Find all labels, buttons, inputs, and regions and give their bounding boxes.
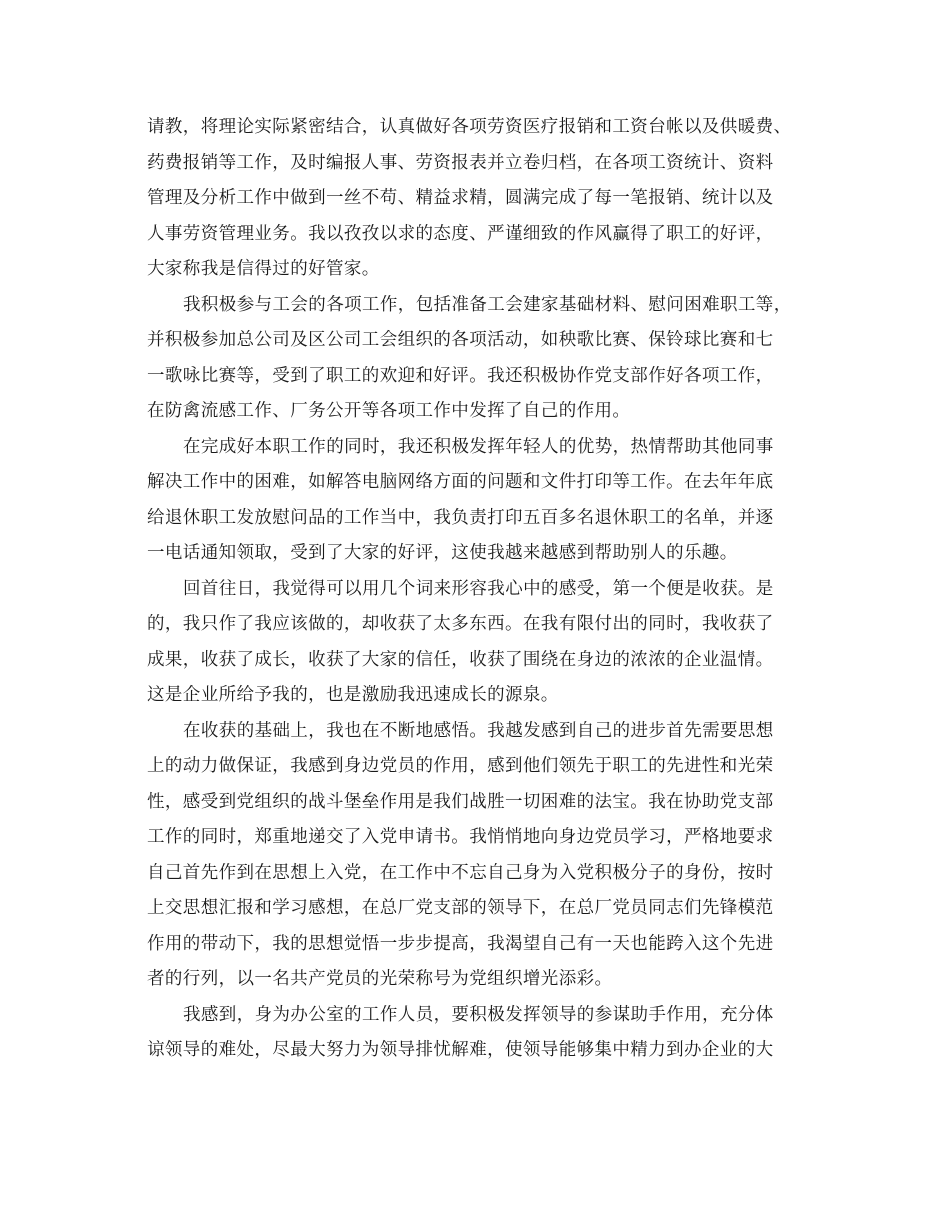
text-line: 人事劳资管理业务。我以孜孜以求的态度、严谨细致的作风赢得了职工的好评， [147, 223, 774, 244]
text-line: 在完成好本职工作的同时，我还积极发挥年轻人的优势，热情帮助其他同事 [183, 436, 774, 457]
text-line: 自己首先作到在思想上入党，在工作中不忘自己身为入党积极分子的身份，按时 [147, 862, 774, 883]
text-line: 上交思想汇报和学习感想，在总厂党支部的领导下，在总厂党员同志们先锋模范 [147, 898, 774, 918]
text-line: 的，我只作了我应该做的，却收获了太多东西。在我有限付出的同时，我收获了 [147, 614, 774, 634]
text-line: 在收获的基础上，我也在不断地感悟。我越发感到自己的进步首先需要思想 [183, 720, 774, 741]
paragraph [147, 572, 807, 714]
text-line: 工作的同时，郑重地递交了入党申请书。我悄悄地向身边党员学习，严格地要求 [147, 827, 774, 847]
text-line: 上的动力做保证，我感到身边党员的作用，感到他们领先于职工的先进性和光荣 [147, 756, 774, 776]
paragraph [147, 288, 807, 430]
text-line: 性，感受到党组织的战斗堡垒作用是我们战胜一切困难的法宝。我在协助党支部 [147, 791, 774, 812]
text-line: 回首往日，我觉得可以用几个词来形容我心中的感受，第一个便是收获。是 [183, 578, 774, 599]
text-line: 给退休职工发放慰问品的工作当中，我负责打印五百多名退休职工的名单，并逐 [147, 507, 774, 528]
paragraph [147, 998, 807, 1069]
document-body [147, 110, 807, 1069]
text-line: 大家称我是信得过的好管家。 [147, 259, 380, 279]
text-line: 者的行列，以一名共产党员的光荣称号为党组织增光添彩。 [147, 969, 613, 989]
text-line: 作用的带动下，我的思想觉悟一步步提高，我渴望自己有一天也能跨入这个先进 [147, 933, 774, 954]
text-line: 在防禽流感工作、厂务公开等各项工作中发挥了自己的作用。 [147, 401, 631, 421]
text-line: 一电话通知领取，受到了大家的好评，这使我越来越感到帮助别人的乐趣。 [147, 543, 738, 563]
text-line: 这是企业所给予我的，也是激励我迅速成长的源泉。 [147, 685, 559, 705]
text-line: 谅领导的难处，尽最大努力为领导排忧解难，使领导能够集中精力到办企业的大 [147, 1040, 774, 1060]
paragraph [147, 110, 807, 288]
paragraph [147, 430, 807, 572]
text-line: 成果，收获了成长，收获了大家的信任，收获了围绕在身边的浓浓的企业温情。 [147, 649, 774, 670]
paragraph [147, 714, 807, 998]
text-line: 并积极参加总公司及区公司工会组织的各项活动，如秧歌比赛、保铃球比赛和七 [147, 330, 774, 350]
text-line: 一歌咏比赛等，受到了职工的欢迎和好评。我还积极协作党支部作好各项工作， [147, 365, 774, 386]
text-line: 我积极参与工会的各项工作，包括准备工会建家基础材料、慰问困难职工等， [183, 294, 792, 315]
text-line: 解决工作中的困难，如解答电脑网络方面的问题和文件打印等工作。在去年年底 [147, 472, 774, 492]
text-line: 药费报销等工作，及时编报人事、劳资报表并立卷归档，在各项工资统计、资料 [147, 152, 774, 173]
text-line: 请教，将理论实际紧密结合，认真做好各项劳资医疗报销和工资台帐以及供暖费、 [147, 117, 792, 137]
text-line: 我感到，身为办公室的工作人员，要积极发挥领导的参谋助手作用，充分体 [183, 1004, 774, 1025]
text-line: 管理及分析工作中做到一丝不苟、精益求精，圆满完成了每一笔报销、统计以及 [147, 188, 774, 208]
